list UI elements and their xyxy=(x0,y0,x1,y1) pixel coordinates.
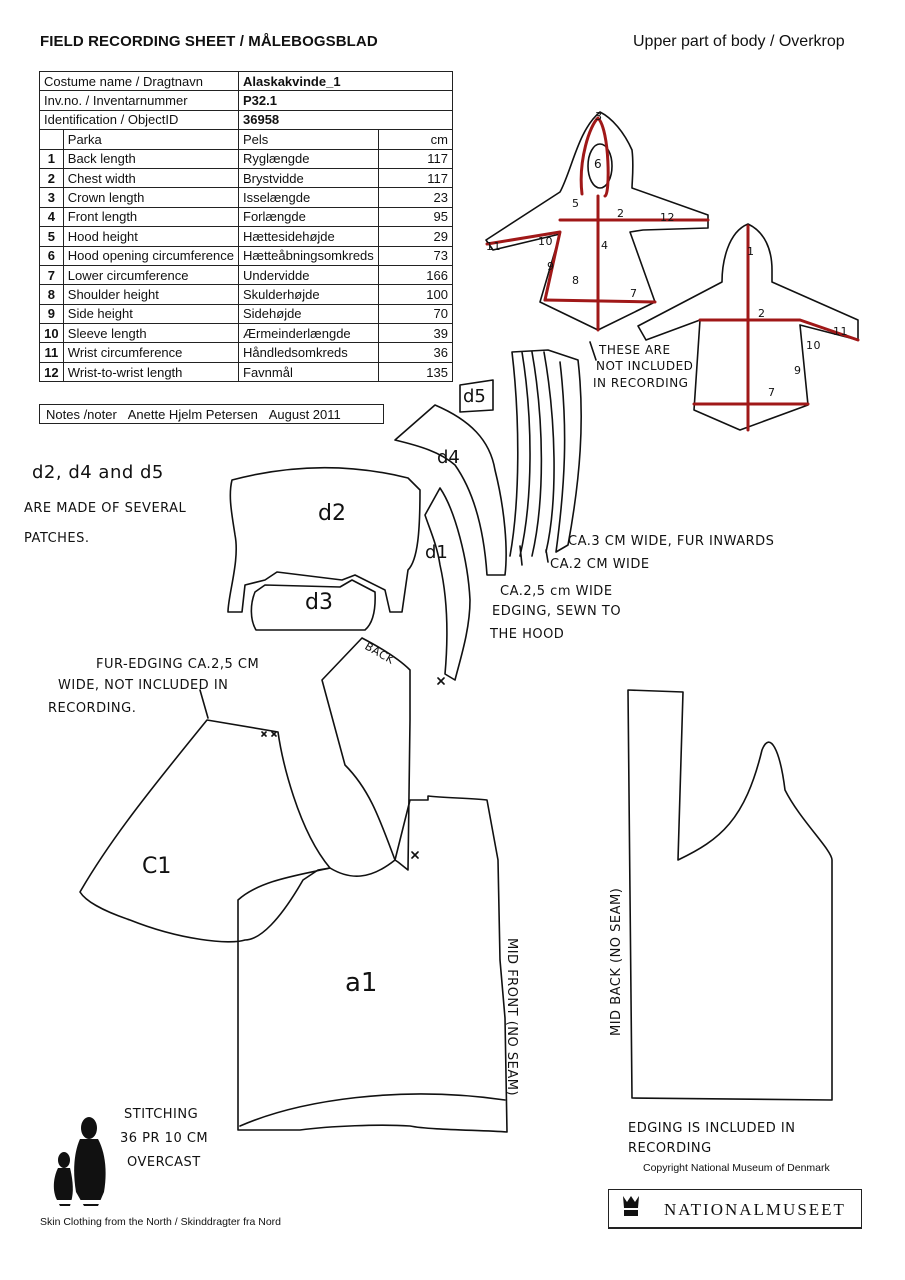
row-number: 8 xyxy=(40,285,64,304)
note-edging-included-2: RECORDING xyxy=(628,1141,712,1156)
note-not-included-2: NOT INCLUDED xyxy=(596,359,694,373)
piece-label-d1-small: d1 xyxy=(425,542,448,563)
row-value-cm: 39 xyxy=(378,324,452,343)
notes-author: Anette Hjelm Petersen xyxy=(127,407,258,422)
note-fur-edging-2: WIDE, NOT INCLUDED IN xyxy=(58,678,229,693)
row-number: 9 xyxy=(40,304,64,323)
front-hem-measure xyxy=(545,300,655,302)
row-label-da: Undervidde xyxy=(239,265,379,284)
header-en: Parka xyxy=(63,130,238,149)
info-value: P32.1 xyxy=(239,91,453,110)
row-value-cm: 135 xyxy=(378,362,452,381)
diag-label-back-2: 2 xyxy=(758,307,766,320)
row-number: 12 xyxy=(40,362,64,381)
copyright-text: Copyright National Museum of Denmark xyxy=(643,1162,830,1174)
note-patches-3: PATCHES. xyxy=(24,531,90,546)
diag-label-8: 8 xyxy=(572,274,580,287)
row-number: 2 xyxy=(40,168,64,187)
row-label-en: Shoulder height xyxy=(63,285,238,304)
notes-label: Notes /noter xyxy=(46,407,117,422)
diag-label-back-9: 9 xyxy=(794,364,802,377)
info-label: Inv.no. / Inventarnummer xyxy=(40,91,239,110)
row-label-en: Chest width xyxy=(63,168,238,187)
row-label-da: Ærmeinderlængde xyxy=(239,324,379,343)
row-number: 7 xyxy=(40,265,64,284)
piece-a1-outline xyxy=(238,796,507,1132)
row-label-en: Hood opening circumference xyxy=(63,246,238,265)
note-stitching-1: STITCHING xyxy=(124,1107,199,1122)
note-edging-hood-3: THE HOOD xyxy=(490,627,565,642)
piece-label-c1: C1 xyxy=(142,854,172,879)
note-not-included-1: THESE ARE xyxy=(599,343,671,357)
row-label-en: Lower circumference xyxy=(63,265,238,284)
note-patches-1: d2, d4 and d5 xyxy=(32,462,164,483)
piece-d1-small-outline xyxy=(425,488,470,680)
note-back: BACK xyxy=(362,639,397,667)
note-not-included-3: IN RECORDING xyxy=(593,376,689,390)
row-value-cm: 166 xyxy=(378,265,452,284)
piece-label-d4: d4 xyxy=(437,447,460,468)
diag-label-12: 12 xyxy=(660,211,675,224)
notes-date: August 2011 xyxy=(268,407,341,422)
row-label-da: Favnmål xyxy=(239,362,379,381)
museum-name: NATIONALMUSEET xyxy=(664,1200,846,1219)
section-title: Upper part of body / Overkrop xyxy=(633,33,845,50)
note-wide-3cm: CA.3 CM WIDE, FUR INWARDS xyxy=(568,534,775,549)
note-patches-2: ARE MADE OF SEVERAL xyxy=(24,501,187,516)
row-label-en: Wrist circumference xyxy=(63,343,238,362)
note-wide-2cm: CA.2 CM WIDE xyxy=(550,557,650,572)
piece-c1-outline xyxy=(80,720,330,942)
row-label-da: Brystvidde xyxy=(239,168,379,187)
row-value-cm: 100 xyxy=(378,285,452,304)
note-fur-edging-1: FUR-EDGING CA.2,5 CM xyxy=(96,657,260,672)
row-label-da: Hætteåbningsomkreds xyxy=(239,246,379,265)
row-label-da: Hættesidehøjde xyxy=(239,227,379,246)
note-edging-hood-2: EDGING, SEWN TO xyxy=(492,604,622,619)
row-value-cm: 70 xyxy=(378,304,452,323)
row-label-da: Forlængde xyxy=(239,207,379,226)
note-edging-included-1: EDGING IS INCLUDED IN xyxy=(628,1121,796,1136)
diag-label-7: 7 xyxy=(630,287,638,300)
row-label-en: Wrist-to-wrist length xyxy=(63,362,238,381)
diag-label-6: 6 xyxy=(594,157,603,171)
row-label-en: Sleeve length xyxy=(63,324,238,343)
row-value-cm: 23 xyxy=(378,188,452,207)
info-label: Identification / ObjectID xyxy=(40,110,239,129)
diag-label-2: 2 xyxy=(617,207,625,220)
row-label-en: Back length xyxy=(63,149,238,168)
row-label-da: Isselængde xyxy=(239,188,379,207)
row-number: 10 xyxy=(40,324,64,343)
diag-label-10: 10 xyxy=(538,235,553,248)
row-value-cm: 117 xyxy=(378,168,452,187)
row-label-da: Sidehøjde xyxy=(239,304,379,323)
piece-mid-back-outline xyxy=(628,690,832,1100)
piece-label-a1: a1 xyxy=(345,968,378,998)
note-mid-front: MID FRONT (NO SEAM) xyxy=(504,938,519,1097)
row-label-da: Skulderhøjde xyxy=(239,285,379,304)
row-value-cm: 36 xyxy=(378,343,452,362)
row-number: 1 xyxy=(40,149,64,168)
diag-label-back-10: 10 xyxy=(806,339,821,352)
note-fur-edging-3: RECORDING. xyxy=(48,701,137,716)
row-label-da: Håndledsomkreds xyxy=(239,343,379,362)
row-label-da: Ryglængde xyxy=(239,149,379,168)
row-label-en: Hood height xyxy=(63,227,238,246)
header-da: Pels xyxy=(239,130,379,149)
row-number: 6 xyxy=(40,246,64,265)
diag-label-back-1: 1 xyxy=(747,245,755,258)
diag-label-back-7: 7 xyxy=(768,386,776,399)
piece-label-d2: d2 xyxy=(318,501,346,526)
diag-label-11: 11 xyxy=(486,240,501,253)
footer-credit: Skin Clothing from the North / Skinddragter fra Nord xyxy=(40,1216,282,1228)
row-number: 5 xyxy=(40,227,64,246)
info-value: Alaskakvinde_1 xyxy=(239,72,453,91)
row-label-en: Front length xyxy=(63,207,238,226)
museum-logo xyxy=(608,1189,862,1229)
row-value-cm: 95 xyxy=(378,207,452,226)
piece-back-outline xyxy=(322,638,410,870)
info-value: 36958 xyxy=(239,110,453,129)
diag-label-9: 9 xyxy=(547,260,555,273)
row-value-cm: 73 xyxy=(378,246,452,265)
row-number: 3 xyxy=(40,188,64,207)
piece-label-d5: d5 xyxy=(463,386,486,407)
note-mid-back: MID BACK (NO SEAM) xyxy=(609,887,624,1036)
row-label-en: Crown length xyxy=(63,188,238,207)
piece-label-d3: d3 xyxy=(305,590,333,615)
diag-label-4: 4 xyxy=(601,239,609,252)
row-value-cm: 29 xyxy=(378,227,452,246)
a1-hem-line xyxy=(240,1094,505,1126)
row-number: 4 xyxy=(40,207,64,226)
note-edging-hood-1: CA.2,5 cm WIDE xyxy=(500,584,613,599)
row-value-cm: 117 xyxy=(378,149,452,168)
header-unit: cm xyxy=(378,130,452,149)
edging-strips xyxy=(510,350,581,556)
info-label: Costume name / Dragtnavn xyxy=(40,72,239,91)
museum-figures-icon xyxy=(52,1117,106,1206)
stitch-marks xyxy=(262,678,444,858)
sheet-title: FIELD RECORDING SHEET / MÅLEBOGSBLAD xyxy=(40,33,378,50)
row-number: 11 xyxy=(40,343,64,362)
diag-label-3: 3 xyxy=(595,110,603,123)
row-label-en: Side height xyxy=(63,304,238,323)
note-stitching-2: 36 PR 10 CM xyxy=(120,1131,209,1146)
diag-label-5: 5 xyxy=(572,197,580,210)
piece-d4-outline xyxy=(395,405,506,575)
diag-label-back-11: 11 xyxy=(833,325,848,338)
note-stitching-3: OVERCAST xyxy=(127,1155,201,1170)
